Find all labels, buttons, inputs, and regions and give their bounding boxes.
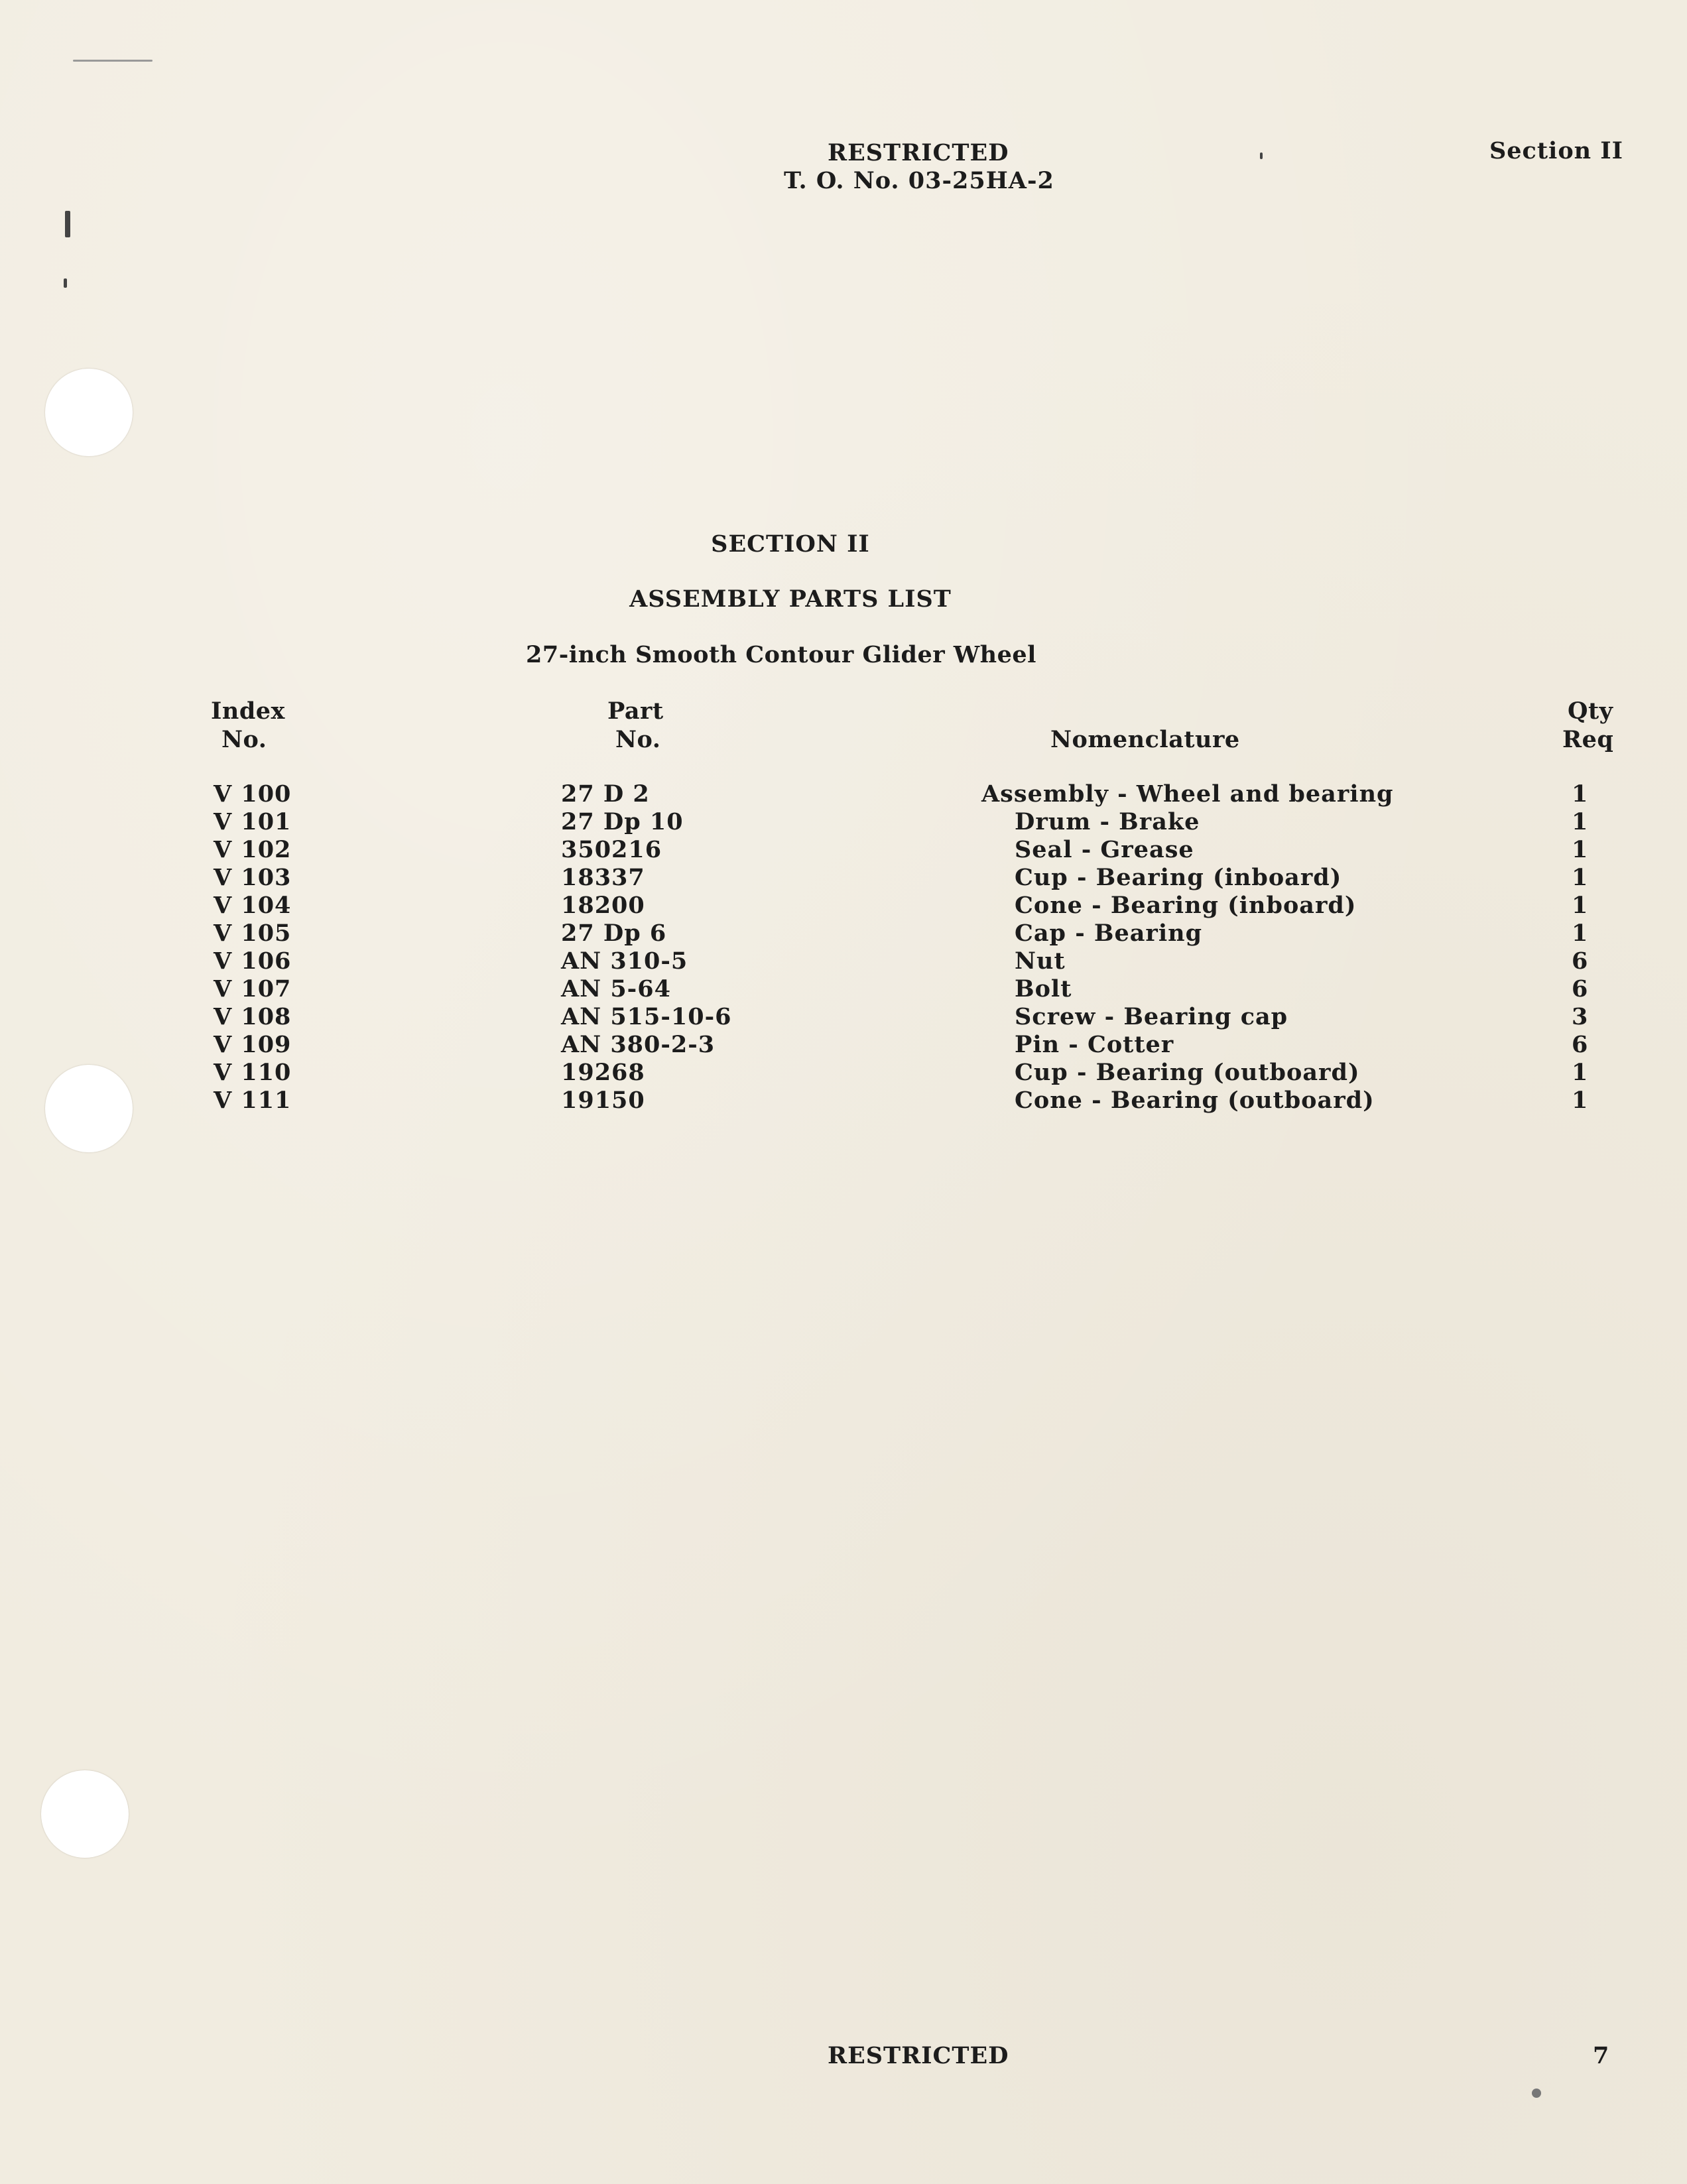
- qty-cell: 1: [1572, 780, 1589, 808]
- page-number: 7: [1593, 2042, 1610, 2069]
- nomenclature-cell: Nut: [1015, 947, 1066, 975]
- column-header-part: Part: [607, 698, 664, 725]
- table-row: [0, 892, 1687, 920]
- part-cell: 27 D 2: [561, 780, 650, 808]
- nomenclature-cell: Cup - Bearing (inboard): [1015, 864, 1342, 891]
- column-header-req: Req: [1562, 726, 1614, 753]
- part-cell: 350216: [561, 836, 662, 863]
- part-cell: AN 380-2-3: [561, 1031, 716, 1058]
- qty-cell: 1: [1572, 892, 1589, 919]
- qty-cell: 1: [1572, 920, 1589, 947]
- table-row: [0, 920, 1687, 947]
- table-row: [0, 808, 1687, 836]
- index-cell: V 107: [214, 975, 292, 1002]
- index-cell: V 100: [214, 780, 292, 808]
- index-cell: V 109: [214, 1031, 292, 1058]
- list-title: ASSEMBLY PARTS LIST: [629, 585, 952, 613]
- table-row: [0, 947, 1687, 975]
- part-cell: 19150: [561, 1087, 645, 1114]
- nomenclature-cell: Cup - Bearing (outboard): [1015, 1059, 1360, 1086]
- nomenclature-cell: Seal - Grease: [1015, 836, 1194, 863]
- punch-hole-top: [45, 369, 133, 456]
- table-row: [0, 975, 1687, 1003]
- column-header-part-no: No.: [615, 726, 661, 753]
- header-section: Section II: [1489, 137, 1624, 164]
- index-cell: V 110: [214, 1059, 292, 1086]
- index-cell: V 104: [214, 892, 292, 919]
- qty-cell: 3: [1572, 1003, 1589, 1030]
- nomenclature-cell: Assembly - Wheel and bearing: [981, 780, 1394, 808]
- qty-cell: 6: [1572, 1031, 1589, 1058]
- part-cell: 18200: [561, 892, 645, 919]
- nomenclature-cell: Cone - Bearing (inboard): [1015, 892, 1357, 919]
- qty-cell: 1: [1572, 836, 1589, 863]
- table-row: [0, 1059, 1687, 1087]
- table-row: [0, 1087, 1687, 1115]
- scan-mark: [73, 60, 153, 62]
- index-cell: V 102: [214, 836, 292, 863]
- index-cell: V 108: [214, 1003, 292, 1030]
- index-cell: V 105: [214, 920, 292, 947]
- nomenclature-cell: Drum - Brake: [1015, 808, 1200, 835]
- subject-title: 27-inch Smooth Contour Glider Wheel: [526, 641, 1036, 668]
- part-cell: 27 Dp 6: [561, 920, 667, 947]
- column-header-qty: Qty: [1568, 698, 1613, 725]
- index-cell: V 106: [214, 947, 292, 975]
- table-row: [0, 780, 1687, 808]
- part-cell: AN 310-5: [561, 947, 688, 975]
- nomenclature-cell: Cap - Bearing: [1015, 920, 1203, 947]
- table-row: [0, 864, 1687, 892]
- nomenclature-cell: Pin - Cotter: [1015, 1031, 1174, 1058]
- nomenclature-cell: Screw - Bearing cap: [1015, 1003, 1288, 1030]
- section-title: SECTION II: [711, 530, 870, 558]
- qty-cell: 1: [1572, 1087, 1589, 1114]
- qty-cell: 6: [1572, 947, 1589, 975]
- header-restricted: RESTRICTED: [828, 139, 1009, 166]
- index-cell: V 111: [214, 1087, 292, 1114]
- part-cell: AN 515-10-6: [561, 1003, 732, 1030]
- table-row: [0, 836, 1687, 864]
- nomenclature-cell: Bolt: [1015, 975, 1072, 1002]
- footer-restricted: RESTRICTED: [828, 2042, 1009, 2069]
- nomenclature-cell: Cone - Bearing (outboard): [1015, 1087, 1375, 1114]
- header-to-number: T. O. No. 03-25HA-2: [784, 167, 1054, 194]
- qty-cell: 1: [1572, 808, 1589, 835]
- table-row: [0, 1003, 1687, 1031]
- scan-mark: [1260, 152, 1263, 159]
- scan-mark: [64, 278, 67, 288]
- part-cell: 18337: [561, 864, 645, 891]
- column-header-index-no: No.: [221, 726, 267, 753]
- scan-mark: [1532, 2089, 1541, 2098]
- qty-cell: 1: [1572, 864, 1589, 891]
- qty-cell: 6: [1572, 975, 1589, 1002]
- column-header-index: Index: [211, 698, 285, 725]
- index-cell: V 103: [214, 864, 292, 891]
- part-cell: 19268: [561, 1059, 645, 1086]
- scan-mark: [65, 211, 70, 237]
- punch-hole-bottom: [41, 1770, 129, 1858]
- column-header-nomenclature: Nomenclature: [1050, 726, 1240, 753]
- part-cell: 27 Dp 10: [561, 808, 684, 835]
- table-row: [0, 1031, 1687, 1059]
- index-cell: V 101: [214, 808, 292, 835]
- parts-table: [0, 780, 1687, 1115]
- qty-cell: 1: [1572, 1059, 1589, 1086]
- part-cell: AN 5-64: [561, 975, 671, 1002]
